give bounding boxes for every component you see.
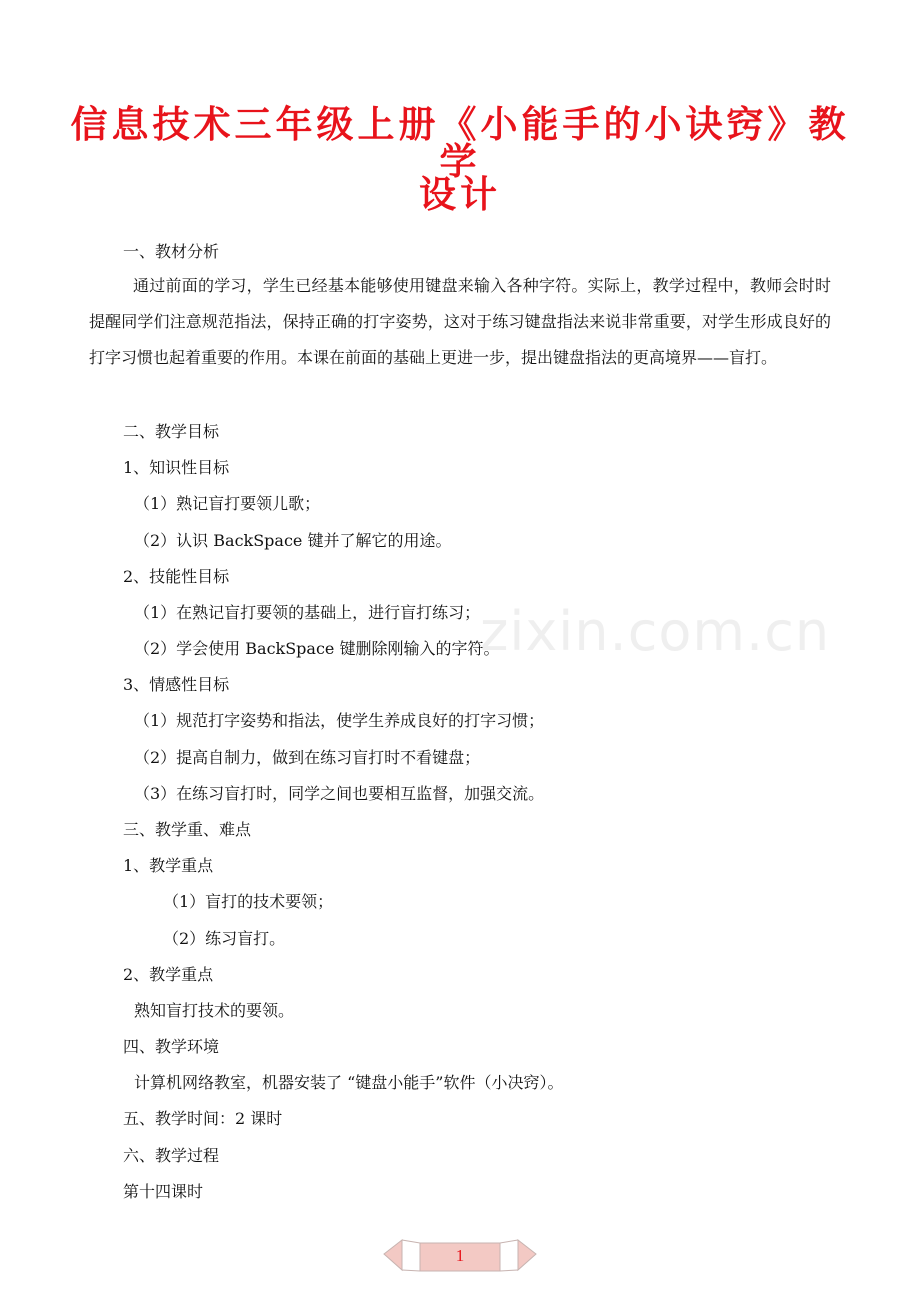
list-item: （1）盲打的技术要领； <box>163 892 334 911</box>
paragraph-environment: 计算机网络教室，机器安装了 “键盘小能手”软件（小决窍）。 <box>134 1073 564 1092</box>
list-item: （2）学会使用 BackSpace 键删除刚输入的字符。 <box>134 639 500 658</box>
subheading-lesson-14: 第十四课时 <box>123 1182 204 1201</box>
heading-teaching-goals: 二、教学目标 <box>123 422 220 441</box>
watermark: zixin.com.cn <box>480 600 831 663</box>
document-title-line1: 信息技术三年级上册《小能手的小诀窍》教学 <box>70 103 850 183</box>
subheading-skill-goals: 2、技能性目标 <box>123 567 230 586</box>
list-item: （1）熟记盲打要领儿歌； <box>134 494 321 513</box>
heading-textbook-analysis: 一、教材分析 <box>123 242 220 261</box>
page-number: 1 <box>455 1246 465 1265</box>
subheading-emotional-goals: 3、情感性目标 <box>123 675 230 694</box>
list-item: （1）规范打字姿势和指法，使学生养成良好的打字习惯； <box>134 711 545 730</box>
heading-key-points: 三、教学重、难点 <box>123 820 252 839</box>
subheading-knowledge-goals: 1、知识性目标 <box>123 458 230 477</box>
document-title-line2: 设计 <box>419 173 501 216</box>
heading-teaching-time: 五、教学时间：2 课时 <box>123 1109 283 1128</box>
heading-environment: 四、教学环境 <box>123 1037 220 1056</box>
heading-teaching-process: 六、教学过程 <box>123 1146 220 1165</box>
paragraph-textbook-analysis: 通过前面的学习，学生已经基本能够使用键盘来输入各种字符。实际上，教学过程中，教师会时时提醒同学们注意规范指法，保持正确的打字姿势，这对于练习键盘指法来说非常重要，对学生形成良好的打字习惯也起着重要的作用。本课在前面的基础上更进一步，提出键盘指法的更高境界——盲打。 <box>89 276 831 367</box>
list-item: （2）练习盲打。 <box>163 929 286 948</box>
list-item: （3）在练习盲打时，同学之间也要相互监督，加强交流。 <box>134 784 545 803</box>
paragraph-key-point-2: 熟知盲打技术的要领。 <box>134 1001 295 1020</box>
list-item: （2）认识 BackSpace 键并了解它的用途。 <box>134 531 452 550</box>
page-number-ribbon <box>380 1232 540 1282</box>
subheading-key-point-1: 1、教学重点 <box>123 856 214 875</box>
list-item: （1）在熟记盲打要领的基础上，进行盲打练习； <box>134 603 481 622</box>
subheading-key-point-2: 2、教学重点 <box>123 965 214 984</box>
list-item: （2）提高自制力，做到在练习盲打时不看键盘； <box>134 748 481 767</box>
